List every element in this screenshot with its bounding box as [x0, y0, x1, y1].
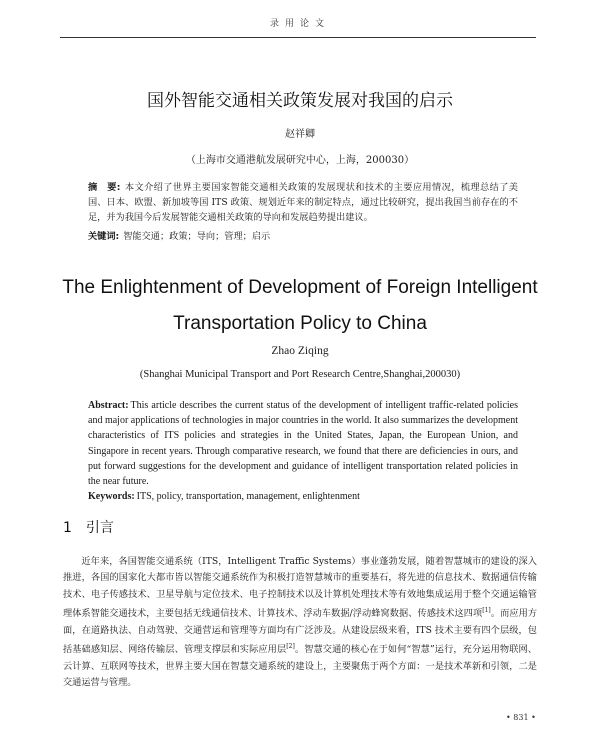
citation-ref-2: [2] — [286, 643, 295, 651]
body-text-part-2: 。而应用方面，在道路执法、自动驾驶、交通营运和管理等方面均有广泛涉及。从建设层级来看，ITS 技术主要有四个层级，包括基础感知层、网络传输层、管理支撑层和实际应用层 — [63, 608, 538, 656]
keywords-en-text: ITS, policy, transportation, management, enlightenment — [136, 491, 360, 502]
paper-title-en: The Enlightenment of Development of Foreign Intelligent Transportation Policy to China — [62, 277, 538, 334]
abstract-cn-text: 本文介绍了世界主要国家智能交通相关政策的发展现状和技术的主要应用情况，梳理总结了美国、日本、欧盟、新加坡等国 ITS 政策、规划近年来的制定特点，通过比较研究，提出我国当前存在的不足，并为我国今后发展智能交通相关政策的导向和发展趋势提出建议。 — [88, 182, 518, 223]
abstract-en — [88, 398, 518, 489]
body-text-part-1: 近年来，各国智能交通系统（ITS，Intelligent Traffic Systems）事业蓬勃发展，随着智慧城市的建设的深入推进，各国的国家化大都市皆以智能交通系统作为积极打造智慧城市的重要基石，将先进的信息技术、数据通信传输技术、电子传感技术、卫星导航与定位技术、电子控制技术以及计算机处理技术等有效地集成运用于整个交通运输管理体系智能交通技术，主要包括无线通信技术、计算技术、浮动车数据/浮动蜂窝数据、传感技术这四项 — [63, 556, 537, 620]
author-cn: 赵祥卿 — [285, 129, 315, 140]
affiliation-cn: （上海市交通港航发展研究中心，上海，200030） — [185, 155, 415, 166]
abstract-cn-label: 摘 要: — [88, 182, 121, 193]
page-number: • 831 • — [506, 713, 536, 722]
paper-title-cn: 国外智能交通相关政策发展对我国的启示 — [147, 91, 453, 111]
abstract-en-text: This article describes the current status of the development of intelligent traffic-related policies and major applications of technologies in major countries in the world. It also summarizes the development characteristics of ITS policies and strategies in the United States, Japan, the European Union, and Singapore in recent years. Through comparative research, we found that there are deficiencies in ours, and put forward suggestions for the development and guidance of intelligent transportation related policies in the near future. — [88, 400, 518, 488]
abstract-cn — [88, 180, 518, 225]
keywords-cn-text: 智能交通；政策；导向；管理；启示 — [123, 231, 271, 242]
citation-ref-1: [1] — [482, 607, 491, 615]
body-text-part-3: 。智慧交通的核心在于如何“智慧”运行，充分运用物联网、云计算、互联网等技术，世界主要大国在智慧交通系统的建设上，主要聚焦于两个方面：一是技术革新和引领，二是交通运营与管理。 — [63, 644, 537, 688]
body-paragraph — [63, 554, 537, 691]
running-header: 录用论文 — [269, 19, 330, 29]
header-rule — [60, 37, 536, 38]
keywords-cn-label: 关键词: — [88, 231, 120, 242]
section-title: 引言 — [85, 520, 114, 536]
section-heading-introduction — [63, 517, 114, 537]
abstract-en-label: Abstract: — [88, 400, 129, 411]
section-number: 1 — [63, 520, 72, 536]
keywords-en — [88, 491, 518, 502]
affiliation-en: (Shanghai Municipal Transport and Port Research Centre,Shanghai,200030) — [139, 369, 461, 380]
author-en: Zhao Ziqing — [271, 345, 329, 357]
keywords-cn — [88, 228, 518, 242]
keywords-en-label: Keywords: — [88, 491, 135, 502]
